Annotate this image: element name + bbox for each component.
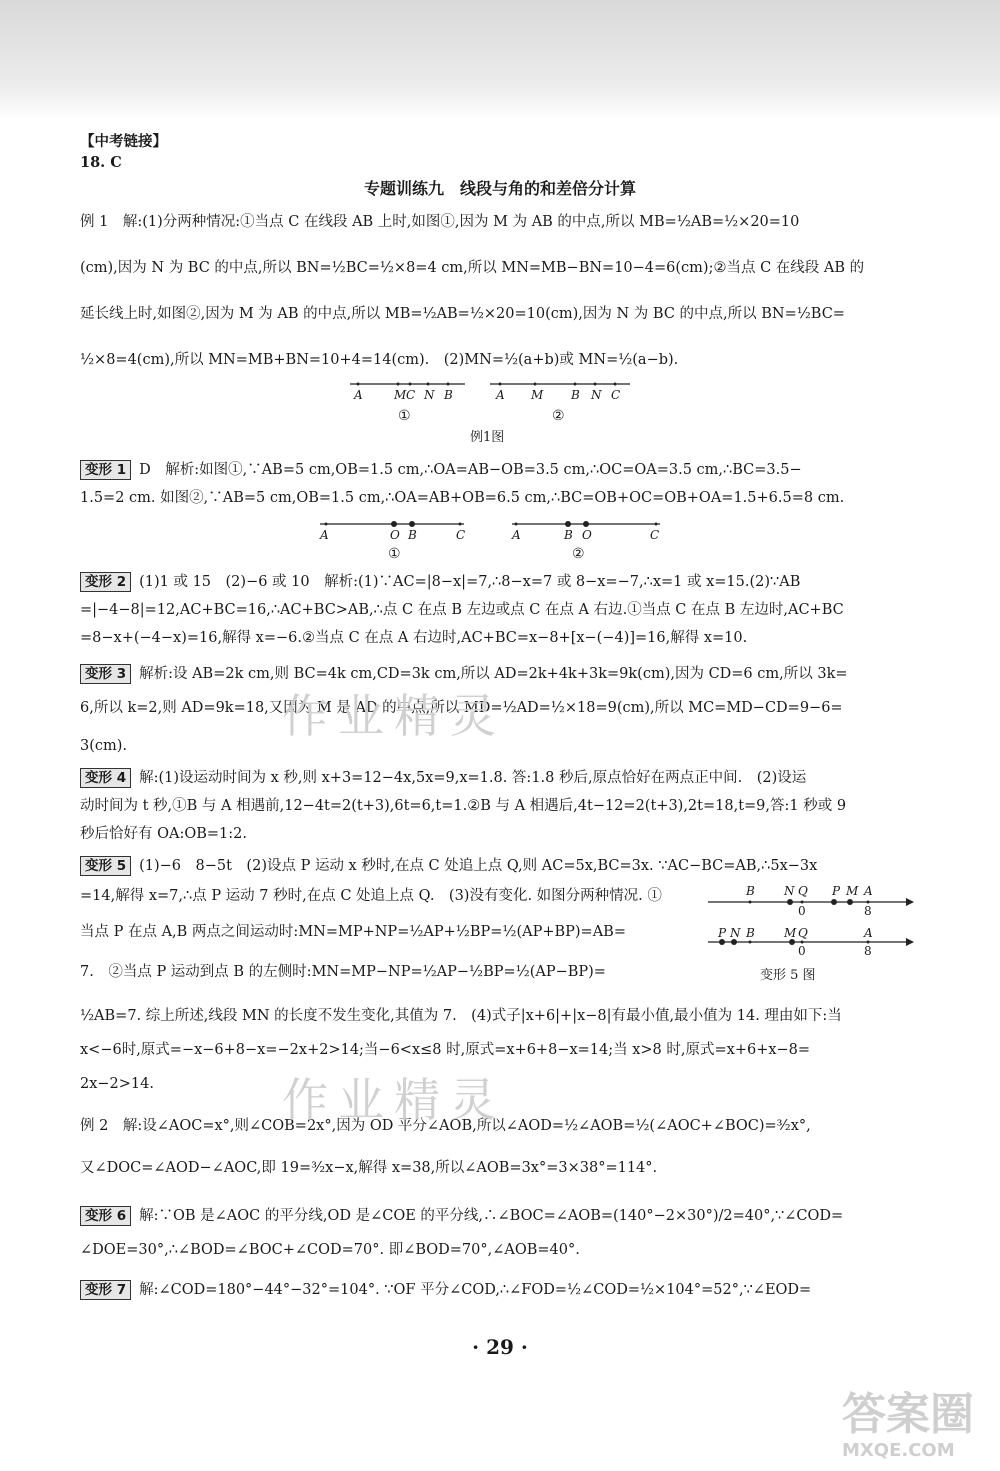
ex1-fig2-label: A xyxy=(496,388,505,402)
v5-line-2: =14,解得 x=7,∴点 P 运动 7 秒时,在点 C 处追上点 Q. (3)没有变化. 如图分两种情况. ① xyxy=(80,888,662,904)
page-title: 专题训练九 线段与角的和差倍分计算 xyxy=(363,179,636,198)
ex1-line-4: ½×8=4(cm),所以 MN=MB+BN=10+4=14(cm). (2)MN=½(a+b)或 MN=½(a−b). xyxy=(80,352,679,368)
site-logo-main: 答案圈 xyxy=(842,1389,974,1440)
variant-7-tag: 变形 7 xyxy=(80,1280,131,1300)
page-number: · 29 · xyxy=(472,1335,528,1359)
v5-figure-lines xyxy=(700,884,920,958)
answer-18: 18. C xyxy=(80,154,122,171)
v5-fig-top-label: B xyxy=(746,884,755,898)
site-logo xyxy=(842,1390,982,1466)
v1-fig2-label: C xyxy=(650,528,660,542)
v5-fig-top-label: A xyxy=(864,884,873,898)
v5-line-3: 当点 P 在点 A,B 两点之间运动时:MN=MP+NP=½AP+½BP=½(AP+BP)=AB= xyxy=(80,924,626,940)
v1-fig2-label: A xyxy=(512,528,521,542)
v5-fig-bottom-label: N xyxy=(730,926,741,940)
v5-fig-top-label: P xyxy=(832,884,841,898)
ex2-line-1: 例 2 解:设∠AOC=x°,则∠COB=2x°,因为 OD 平分∠AOB,所以∠AOD=½∠AOB=½(∠AOC+∠BOC)=³⁄₂x°, xyxy=(80,1118,811,1134)
v4-line-2: 动时间为 t 秒,①B 与 A 相遇前,12−4t=2(t+3),6t=6,t=1.②B 与 A 相遇后,4t−12=2(t+3),2t=18,t=9,答:1 秒或 9 xyxy=(80,798,847,814)
v5-fig-bottom-label: B xyxy=(746,926,755,940)
v3-line-2: 6,所以 k=2,则 AD=9k=18,又因为 M 是 AD 的中点,所以 MD=½AD=½×18=9(cm),所以 MC=MD−CD=9−6= xyxy=(80,700,843,716)
site-logo-url: MXQE.COM xyxy=(842,1440,955,1461)
v6-line-2: ∠DOE=30°,∴∠BOD=∠BOC+∠COD=70°. 即∠BOD=70°,∠AOB=40°. xyxy=(80,1242,580,1258)
v5-figure-caption: 变形 5 图 xyxy=(760,968,816,983)
ex1-figure-caption: 例1图 xyxy=(470,430,505,445)
v5-fig-zero: 0 xyxy=(798,944,806,958)
ex1-fig1-label: A xyxy=(354,388,363,402)
v5-fig-zero: 0 xyxy=(798,904,806,918)
watermark: 作业精灵 xyxy=(282,689,506,743)
v5-fig-top-label: N xyxy=(784,884,795,898)
v5-line-7: 2x−2>14. xyxy=(80,1076,154,1092)
v1-line-2: 1.5=2 cm. 如图②,∵AB=5 cm,OB=1.5 cm,∴OA=AB+OB=6.5 cm,∴BC=OB+OC=OB+OA=1.5+6.5=8 cm. xyxy=(80,490,845,506)
ex1-fig2-label: M xyxy=(531,388,544,402)
v5-fig-top-label: Q xyxy=(798,884,808,898)
v1-fig1-label: C xyxy=(456,528,466,542)
ex1-fig2-label: N xyxy=(591,388,602,402)
v1-line-1: D 解析:如图①,∵AB=5 cm,OB=1.5 cm,∴OA=AB−OB=3.5 cm,∴OC=OA=3.5 cm,∴BC=3.5− xyxy=(139,462,802,478)
v5-line-4: 7. ②当点 P 运动到点 B 的左侧时:MN=MP−NP=½AP−½BP=½(AP−BP)= xyxy=(80,964,606,980)
ex1-fig1-label: N xyxy=(424,388,435,402)
v3-line-3: 3(cm). xyxy=(80,738,128,754)
v6-line-1: 解:∵OB 是∠AOC 的平分线,OD 是∠COE 的平分线,∴∠BOC=∠AOB=(140°−2×30°)/2=40°,∵∠COD= xyxy=(139,1208,844,1224)
v1-fig2-label: B xyxy=(564,528,573,542)
v2-line-1: (1)1 或 15 (2)−6 或 10 解析:(1)∵AC=|8−x|=7,∴8−x=7 或 8−x=−7,∴x=1 或 x=15.(2)∵AB xyxy=(139,574,801,590)
ex1-line-1: 例 1 解:(1)分两种情况:①当点 C 在线段 AB 上时,如图①,因为 M 为 AB 的中点,所以 MB=½AB=½×20=10 xyxy=(80,214,800,230)
fig-marker-1: ① xyxy=(398,408,411,424)
v7-line-1: 解:∠COD=180°−44°−32°=104°. ∵OF 平分∠COD,∴∠FOD=½∠COD=½×104°=52°,∵∠EOD= xyxy=(139,1282,812,1298)
ex1-line-2: (cm),因为 N 为 BC 的中点,所以 BN=½BC=½×8=4 cm,所以 MN=MB−BN=10−4=6(cm);②当点 C 在线段 AB 的 xyxy=(80,260,865,276)
variant-6-tag: 变形 6 xyxy=(80,1206,131,1226)
fig-marker-1: ① xyxy=(388,546,401,562)
v1-fig2-label: O xyxy=(582,528,592,542)
v5-line-1: (1)−6 8−5t (2)设点 P 运动 x 秒时,在点 C 处追上点 Q,则 AC=5x,BC=3x. ∵AC−BC=AB,∴5x−3x xyxy=(139,858,818,874)
v5-fig-eight: 8 xyxy=(864,944,872,958)
v5-fig-eight: 8 xyxy=(864,904,872,918)
v1-fig1-label: O xyxy=(390,528,400,542)
v1-fig1-label: A xyxy=(320,528,329,542)
variant-1-tag: 变形 1 xyxy=(80,460,131,480)
ex2-line-2: 又∠DOC=∠AOD−∠AOC,即 19=³⁄₂x−x,解得 x=38,所以∠AOB=3x°=3×38°=114°. xyxy=(80,1160,658,1176)
variant-2-tag: 变形 2 xyxy=(80,572,131,592)
v4-line-3: 秒后恰好有 OA:OB=1:2. xyxy=(80,826,247,842)
watermark: 作业精灵 xyxy=(282,1073,506,1127)
v5-fig-bottom-label: A xyxy=(864,926,873,940)
v5-fig-bottom-label: Q xyxy=(798,926,808,940)
v5-fig-bottom-label: M xyxy=(784,926,797,940)
ex1-fig1-label: B xyxy=(444,388,453,402)
scan-shadow xyxy=(0,0,1000,120)
variant-4-tag: 变形 4 xyxy=(80,768,131,788)
v4-line-1: 解:(1)设运动时间为 x 秒,则 x+3=12−4x,5x=9,x=1.8. 答:1.8 秒后,原点恰好在两点正中间. (2)设运 xyxy=(139,770,807,786)
variant-5-tag: 变形 5 xyxy=(80,856,131,876)
variant-3-tag: 变形 3 xyxy=(80,664,131,684)
v2-line-3: =8−x+(−4−x)=16,解得 x=−6.②当点 C 在点 A 右边时,AC+BC=x−8+[x−(−4)]=16,解得 x=10. xyxy=(80,630,748,646)
ex1-fig2-label: C xyxy=(611,388,621,402)
fig-marker-2: ② xyxy=(552,408,565,424)
section-header: 【中考链接】 xyxy=(80,134,167,150)
ex1-fig1-label: M xyxy=(394,388,407,402)
v5-line-5: ½AB=7. 综上所述,线段 MN 的长度不发生变化,其值为 7. (4)式子|x+6|+|x−8|有最小值,最小值为 14. 理由如下:当 xyxy=(80,1008,842,1024)
v1-figure-lines xyxy=(314,516,674,536)
ex1-fig2-label: B xyxy=(571,388,580,402)
ex1-fig1-label: C xyxy=(406,388,416,402)
v5-fig-top-label: M xyxy=(846,884,859,898)
ex1-line-3: 延长线上时,如图②,因为 M 为 AB 的中点,所以 MB=½AB=½×20=10(cm),因为 N 为 BC 的中点,所以 BN=½BC= xyxy=(80,306,845,322)
v2-line-2: =|−4−8|=12,AC+BC=16,∴AC+BC>AB,∴点 C 在点 B 左边或点 C 在点 A 右边.①当点 C 在点 B 左边时,AC+BC xyxy=(80,602,844,618)
v3-line-1: 解析:设 AB=2k cm,则 BC=4k cm,CD=3k cm,所以 AD=2k+4k+3k=9k(cm),因为 CD=6 cm,所以 3k= xyxy=(139,666,848,682)
v5-line-6: x<−6时,原式=−x−6+8−x=−2x+2>14;当−6<x≤8 时,原式=x+6+8−x=14;当 x>8 时,原式=x+6+x−8= xyxy=(80,1042,811,1058)
v1-fig1-label: B xyxy=(408,528,417,542)
v5-fig-bottom-label: P xyxy=(718,926,727,940)
fig-marker-2: ② xyxy=(572,546,585,562)
